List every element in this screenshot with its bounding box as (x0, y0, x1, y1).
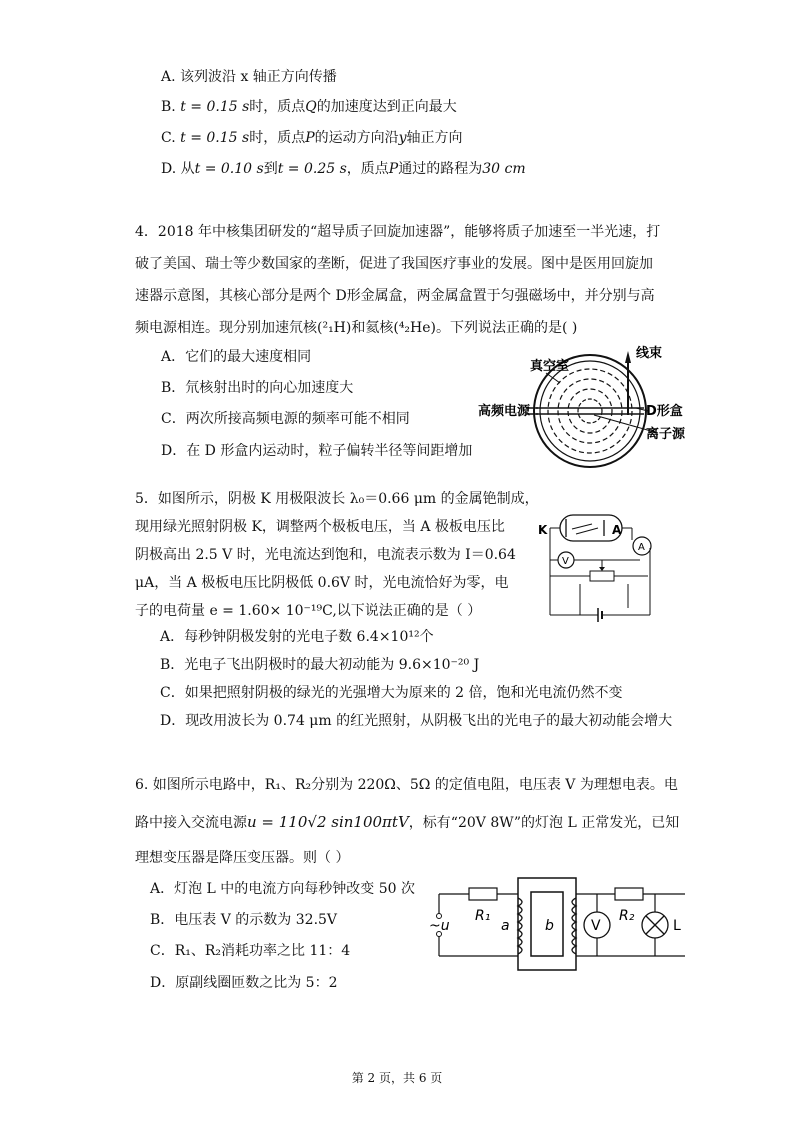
vacuum-chamber-label: 真空室 (530, 359, 570, 374)
r2-label: R₂ (619, 908, 635, 924)
q6-stem-line1: 6. 如图所示电路中，R₁、R₂分别为 220Ω、5Ω 的定值电阻，电压表 V 为理想电表。电 (135, 777, 678, 793)
q4-stem-line2: 破了美国、瑞士等少数国家的垄断，促进了我国医疗事业的发展。图中是医用回旋加 (135, 256, 653, 272)
q3-option-a: A. 该列波沿 x 轴正方向传播 (161, 69, 337, 85)
voltmeter-v-label: V (591, 918, 601, 934)
primary-coil-a-label: a (501, 918, 510, 934)
q5-stem-line5: 子的电荷量 e = 1.60× 10⁻¹⁹C,以下说法正确的是（ ） (135, 603, 482, 619)
hf-source-label: 高频电源 (478, 404, 531, 419)
q3-option-c: C. t = 0.15 s时，质点P的运动方向沿y轴正方向 (161, 130, 463, 146)
q4-stem-line3: 速器示意图，其核心部分是两个 D形金属盒，两金属盒置于匀强磁场中，并分别与高 (135, 288, 655, 304)
d-box-label: D形盒 (646, 404, 683, 419)
q5-option-c: C．如果把照射阴极的绿光的光强增大为原来的 2 倍，饱和光电流仍然不变 (160, 685, 623, 701)
voltmeter-label: V (562, 556, 569, 567)
q5-option-b: B．光电子飞出阴极时的最大初动能为 9.6×10⁻²⁰ J (160, 657, 480, 673)
q4-option-d: D．在 D 形盒内运动时，粒子偏转半径等间距增加 (161, 443, 473, 459)
q4-option-b: B．氘核射出时的向心加速度大 (161, 380, 354, 396)
q4-option-c: C．两次所接高频电源的频率可能不相同 (161, 411, 410, 427)
q5-option-d: D．现改用波长为 0.74 μm 的红光照射，从阴极飞出的光电子的最大初动能会增大 (160, 713, 673, 729)
ion-source-label: 离子源 (646, 427, 686, 442)
q5-stem-line1: 5．如图所示，阴极 K 用极限波长 λ₀＝0.66 μm 的金属铯制成， (135, 491, 539, 507)
secondary-coil-b-label: b (545, 918, 554, 934)
q6-option-b: B．电压表 V 的示数为 32.5V (150, 912, 338, 928)
q5-stem-line4: μA，当 A 极板电压比阴极低 0.6V 时，光电流恰好为零，电 (135, 575, 509, 591)
ac-source-label: ~u (429, 918, 450, 934)
q5-stem-line3: 阴极高出 2.5 V 时，光电流达到饱和，电流表示数为 I＝0.64 (135, 547, 516, 563)
q3-option-b: B. t = 0.15 s时，质点Q的加速度达到正向最大 (161, 99, 457, 115)
q4-stem-line1: 4．2018 年中核集团研发的“超导质子回旋加速器”，能够将质子加速至一半光速，打 (135, 224, 661, 240)
q4-stem-line4: 频电源相连。现分别加速氘核(²₁H)和氦核(⁴₂He)。下列说法正确的是( ) (135, 320, 578, 336)
anode-a-label: A (612, 523, 622, 537)
q5-option-a: A．每秒钟阴极发射的光电子数 6.4×10¹²个 (160, 629, 434, 645)
transformer-circuit-diagram (425, 876, 690, 976)
page-footer: 第 2 页，共 6 页 (351, 1071, 443, 1085)
q6-option-a: A．灯泡 L 中的电流方向每秒钟改变 50 次 (150, 881, 416, 897)
q3-option-d: D. 从t = 0.10 s到t = 0.25 s，质点P通过的路程为30 cm (161, 161, 526, 177)
q6-stem-line2: 路中接入交流电源u = 110√2 sin100πtV，标有“20V 8W”的灯泡 L 正常发光，已知 (135, 813, 680, 831)
photocell-circuit-diagram (528, 512, 660, 622)
q4-option-a: A．它们的最大速度相同 (161, 349, 312, 365)
q6-option-d: D．原副线圈匝数之比为 5：2 (150, 975, 338, 991)
q5-stem-line2: 现用绿光照射阴极 K，调整两个极板电压，当 A 极板电压比 (135, 519, 505, 535)
beam-label: 线束 (636, 346, 663, 361)
q6-stem-line3: 理想变压器是降压变压器。则（ ） (135, 850, 350, 866)
ammeter-label: A (638, 542, 645, 553)
q6-option-c: C．R₁、R₂消耗功率之比 11：4 (150, 943, 351, 959)
r1-label: R₁ (475, 908, 491, 924)
cyclotron-diagram (478, 345, 718, 475)
cathode-k-label: K (538, 523, 548, 537)
lamp-l-label: L (673, 918, 681, 934)
